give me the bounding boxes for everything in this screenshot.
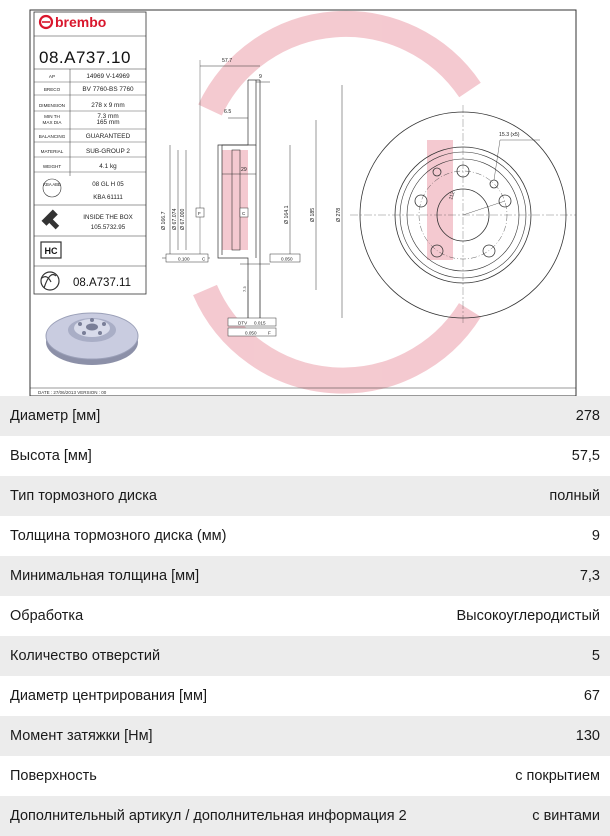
spec-row	[0, 556, 610, 596]
info-value: 4.1 kg	[99, 163, 117, 170]
dim-166-7: Ø 166.7	[161, 211, 167, 230]
parallelism-ref: F	[268, 330, 271, 336]
info-value: SUB-GROUP 2	[86, 148, 130, 155]
dim-278: Ø 278	[336, 207, 342, 222]
spec-label: Количество отверстий	[10, 648, 161, 664]
spec-value: с покрытием	[515, 768, 600, 784]
inside-box-label: INSIDE THE BOX	[83, 214, 133, 221]
kba-line-2: KBA 61111	[93, 194, 123, 201]
spec-value: 278	[575, 408, 600, 424]
tolerance-ref-c: C	[202, 256, 206, 262]
brand-name: brembo	[55, 14, 107, 30]
info-value: BV 7760-BS 7760	[82, 86, 134, 93]
info-label: MATERIAL	[40, 149, 64, 154]
dim-29: 29	[241, 167, 247, 173]
spec-row	[0, 716, 610, 756]
spec-row	[0, 756, 610, 796]
dim-57-7: 57.7	[222, 58, 233, 64]
info-label: WEIGHT	[42, 164, 62, 169]
spec-row	[0, 436, 610, 476]
info-label: AP	[48, 74, 56, 79]
info-label: BRECO	[43, 87, 61, 92]
spec-value: 7,3	[579, 568, 600, 584]
spec-value: 57,5	[571, 448, 600, 464]
brembo-logo	[40, 14, 106, 30]
info-value: 7.3 mm	[97, 113, 119, 120]
disc-section-view	[162, 60, 342, 336]
spec-label: Обработка	[10, 608, 84, 624]
spec-row	[0, 796, 610, 836]
info-value: 14969 V-14969	[86, 73, 130, 80]
info-label: MAX DIA	[42, 120, 62, 125]
footer-date: DATE : 27/06/2013 VERSION : 00	[38, 390, 107, 395]
spec-label: Диаметр [мм]	[10, 408, 101, 424]
part-code: 08.A737.10	[39, 48, 131, 67]
dim-6-5: 6.5	[224, 109, 232, 115]
spec-label: Высота [мм]	[10, 448, 92, 464]
spec-row	[0, 516, 610, 556]
dtv-label: DTV	[238, 320, 248, 326]
spec-row	[0, 676, 610, 716]
alt-part-code: 08.A737.11	[73, 277, 131, 289]
spec-label: Тип тормозного диска	[10, 488, 157, 504]
spec-value: 67	[583, 688, 600, 704]
spec-row	[0, 636, 610, 676]
spec-value: полный	[549, 488, 600, 504]
spec-label: Поверхность	[10, 768, 97, 784]
spec-value: Высокоуглеродистый	[456, 608, 600, 624]
parallelism-value: 0.050	[245, 330, 257, 336]
dim-164-1: Ø 164.1	[284, 205, 290, 224]
dim-185: Ø 185	[310, 207, 316, 222]
disc-front-view	[350, 105, 576, 325]
dim-min-thickness: 7.3	[242, 286, 247, 292]
dim-15-3: 15.3 (x5)	[499, 132, 520, 138]
spec-label: Толщина тормозного диска (мм)	[10, 528, 227, 544]
inside-box-code: 105.5732.95	[90, 224, 126, 231]
dim-67-074: Ø 67.074	[172, 208, 178, 230]
info-value: 278 x 9 mm	[91, 102, 125, 109]
info-label: DIMENSION	[38, 103, 66, 108]
spec-value: 5	[591, 648, 600, 664]
brembo-watermark-logo	[205, 24, 470, 381]
tolerance-1: 0.100	[178, 256, 190, 262]
spec-row	[0, 596, 610, 636]
info-label: MIN TH	[44, 114, 60, 119]
disc-photo	[46, 313, 138, 365]
spec-label: Минимальная толщина [мм]	[10, 568, 200, 584]
spec-row	[0, 476, 610, 516]
spec-label: Диаметр центрирования [мм]	[10, 688, 208, 704]
dim-9: 9	[259, 74, 262, 80]
kba-line-1: 08 GL H 05	[92, 181, 124, 188]
kba-badge: KBA ABE	[43, 182, 61, 187]
spec-value: 130	[575, 728, 600, 744]
spec-row	[0, 396, 610, 436]
datum-c: C	[242, 211, 246, 216]
specifications-table	[0, 396, 610, 836]
dim-112: 112	[448, 190, 457, 201]
spec-value: 9	[591, 528, 600, 544]
spec-label: Момент затяжки [Нм]	[10, 728, 153, 744]
info-value: GUARANTEED	[85, 133, 131, 140]
svg-text:HC: HC	[44, 246, 58, 256]
tolerance-2: 0.050	[281, 256, 293, 262]
info-panel	[34, 12, 146, 294]
datum-f: F	[198, 211, 201, 216]
hc-badge	[41, 242, 61, 258]
info-label: BALANCING	[38, 134, 66, 139]
technical-drawing	[0, 0, 610, 400]
dtv-value: 0.015	[254, 320, 266, 326]
info-value: 165 mm	[96, 119, 120, 126]
dim-67-000: Ø 67.000	[180, 208, 186, 230]
spec-value: с винтами	[532, 808, 600, 824]
spec-label: Дополнительный артикул / дополнительная информация 2	[10, 808, 407, 824]
